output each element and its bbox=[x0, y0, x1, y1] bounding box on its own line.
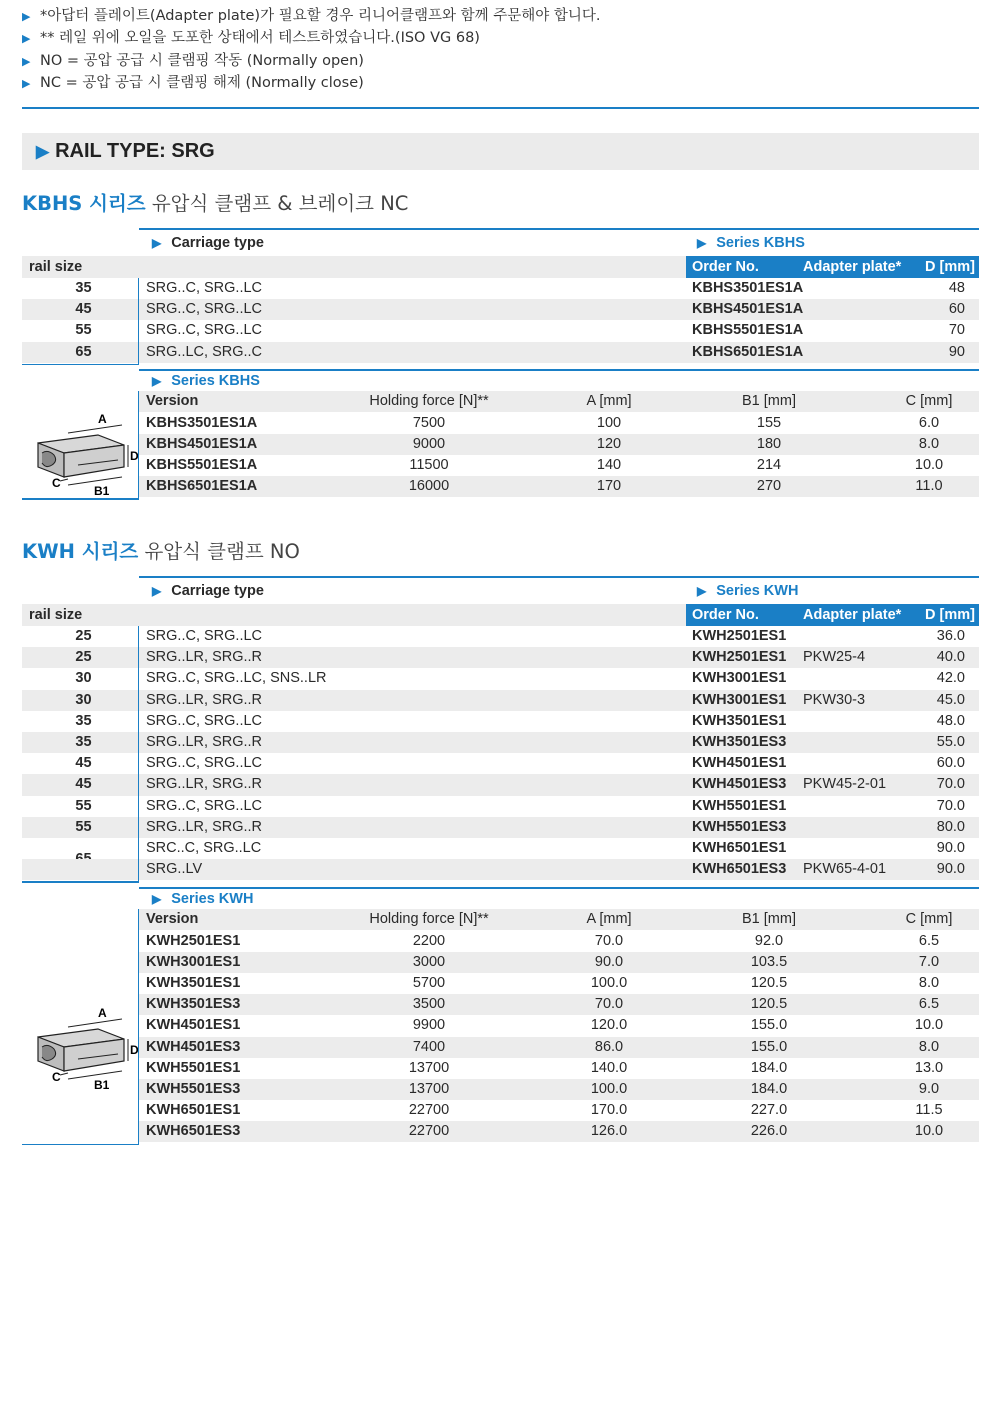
spec-cell: 120.5 bbox=[750, 974, 788, 991]
note-item: ▶ ** 레일 위에 오일을 도포한 상태에서 테스트하였습니다.(ISO VG 68) bbox=[22, 27, 979, 49]
spec-header-cell: C [mm] bbox=[905, 393, 953, 409]
spec-row bbox=[139, 455, 979, 476]
rail-size-cell: 30 bbox=[75, 691, 92, 708]
table-bottom-rule bbox=[22, 881, 139, 883]
spec-cell: 120.0 bbox=[590, 1017, 628, 1034]
spec-row bbox=[139, 413, 979, 434]
spec-cell: 16000 bbox=[408, 478, 450, 495]
spec-cell: 100.0 bbox=[590, 974, 628, 991]
rail-size-cell: 35 bbox=[75, 712, 92, 729]
left-column-rule bbox=[22, 278, 139, 365]
spec-series-header bbox=[152, 887, 253, 911]
table-row bbox=[22, 753, 979, 774]
spec-cell: 92.0 bbox=[754, 932, 784, 949]
carriage-cell: SRG..C, SRG..LC bbox=[146, 322, 263, 339]
series-label: Series KWH bbox=[716, 583, 799, 599]
table-bottom-rule bbox=[22, 364, 139, 366]
kbhs-order-table bbox=[22, 228, 979, 365]
spec-row bbox=[139, 994, 979, 1015]
triangle-bullet-icon: ▶ bbox=[22, 10, 31, 23]
d-value-cell: 70.0 bbox=[936, 797, 965, 814]
triangle-bullet-icon: ▶ bbox=[22, 77, 31, 91]
carriage-cell: SRG..LR, SRG..R bbox=[146, 734, 263, 750]
table-row bbox=[22, 817, 979, 838]
spec-cell: 3000 bbox=[412, 953, 446, 970]
adapter-plate-cell: PKW30-3 bbox=[803, 691, 866, 708]
d-value-cell: 90.0 bbox=[936, 840, 965, 856]
d-value-cell: 40.0 bbox=[936, 649, 965, 666]
table-top-rule bbox=[139, 228, 979, 230]
order-no-cell: KWH3501ES3 bbox=[692, 734, 787, 750]
spec-cell: 120 bbox=[596, 435, 622, 452]
spec-header-cell: A [mm] bbox=[586, 393, 632, 409]
spec-cell: 120.5 bbox=[750, 996, 788, 1013]
spec-header-cell: B1 [mm] bbox=[742, 393, 796, 409]
clamp-dimension-diagram bbox=[28, 405, 138, 495]
diagram-label-c: C bbox=[52, 476, 61, 490]
spec-cell: KBHS5501ES1A bbox=[146, 456, 258, 473]
clamp-dimension-diagram bbox=[28, 999, 138, 1089]
table-row bbox=[22, 278, 979, 299]
rail-size-cell: 25 bbox=[75, 649, 92, 666]
spec-header-cell: Holding force [N]** bbox=[369, 393, 489, 409]
carriage-cell: SRG..C, SRG..LC bbox=[146, 797, 263, 814]
rail-size-cell: 45 bbox=[75, 776, 92, 793]
spec-row bbox=[139, 1015, 979, 1036]
spec-cell: 155.0 bbox=[750, 1017, 788, 1034]
carriage-cell: SRG..LR, SRG..R bbox=[146, 649, 263, 666]
spec-cell: 6.5 bbox=[918, 996, 940, 1013]
spec-row bbox=[139, 952, 979, 973]
carriage-cell: SRG..C, SRG..LC bbox=[146, 301, 263, 318]
spec-cell: KBHS6501ES1A bbox=[146, 478, 258, 495]
d-value-cell: 55.0 bbox=[936, 734, 965, 750]
carriage-cell: SRG..LR, SRG..R bbox=[146, 691, 263, 708]
table-row bbox=[22, 859, 979, 880]
kbhs-spec-table bbox=[22, 369, 979, 502]
carriage-type-header bbox=[152, 231, 264, 255]
carriage-cell: SRG..C, SRG..LC bbox=[146, 755, 263, 772]
note-item: ▶ NC = 공압 공급 시 클램핑 해제 (Normally close) bbox=[22, 72, 979, 94]
spec-row bbox=[139, 1058, 979, 1079]
rail-size-cell: 35 bbox=[75, 280, 92, 296]
spec-cell: 13700 bbox=[408, 1080, 450, 1097]
diagram-wrap bbox=[28, 999, 138, 1093]
spec-header-cell: C [mm] bbox=[905, 911, 953, 927]
d-value-cell: 36.0 bbox=[936, 628, 965, 644]
d-value-cell: 42.0 bbox=[936, 670, 965, 687]
spec-header-cell: A [mm] bbox=[586, 911, 632, 927]
adapter-plate-cell: PKW45-2-01 bbox=[803, 776, 887, 793]
spec-row bbox=[139, 1121, 979, 1142]
kwh-order-table bbox=[22, 576, 979, 883]
spec-cell: 100 bbox=[596, 414, 622, 431]
diagram-label-c: C bbox=[52, 1070, 61, 1084]
carriage-cell: SRG..C, SRG..LC, SNS..LR bbox=[146, 670, 327, 687]
table-row bbox=[22, 299, 979, 320]
triangle-bullet-icon: ▶ bbox=[152, 236, 162, 250]
d-value-cell: 80.0 bbox=[936, 818, 965, 835]
rail-size-label: rail size bbox=[29, 607, 83, 623]
diagram-label-b1: B1 bbox=[94, 484, 110, 495]
spec-cell: 70.0 bbox=[594, 932, 624, 949]
triangle-bullet-icon: ▶ bbox=[152, 374, 162, 388]
notes-list bbox=[22, 5, 979, 95]
d-value-cell: 90 bbox=[948, 343, 965, 360]
spec-cell: KWH5501ES1 bbox=[146, 1059, 241, 1076]
spec-cell: 11.0 bbox=[915, 478, 943, 495]
rail-size-cell: 55 bbox=[75, 818, 92, 835]
order-no-cell: KBHS5501ES1A bbox=[692, 322, 804, 339]
carriage-cell: SRG..C, SRG..LC bbox=[146, 712, 263, 729]
rail-size-cell: 55 bbox=[75, 322, 92, 339]
spec-row bbox=[139, 434, 979, 455]
spec-cell: 9000 bbox=[412, 435, 446, 452]
order-no-cell: KWH4501ES3 bbox=[692, 776, 787, 793]
table-row bbox=[22, 796, 979, 817]
spec-cell: 184.0 bbox=[750, 1080, 788, 1097]
spec-cell: 7500 bbox=[412, 414, 446, 431]
order-no-header: Order No. bbox=[692, 607, 759, 623]
table-row bbox=[22, 711, 979, 732]
order-no-cell: KWH3001ES1 bbox=[692, 670, 787, 687]
table-row bbox=[22, 647, 979, 668]
triangle-bullet-icon: ▶ bbox=[697, 584, 707, 598]
diagram-label-d: D bbox=[130, 449, 138, 463]
d-value-cell: 48 bbox=[948, 280, 965, 296]
d-header: D [mm] bbox=[925, 607, 975, 623]
d-value-cell: 70 bbox=[948, 322, 965, 339]
spec-cell: 7400 bbox=[412, 1038, 446, 1055]
rail-size-cell: 55 bbox=[75, 797, 92, 814]
spec-cell: KWH6501ES1 bbox=[146, 1102, 241, 1119]
order-no-cell: KBHS3501ES1A bbox=[692, 280, 804, 296]
triangle-bullet-icon: ▶ bbox=[22, 32, 31, 46]
spec-series-header bbox=[152, 369, 260, 393]
kwh-section-title: KWH 시리즈 유압식 클램프 NO bbox=[22, 540, 300, 563]
carriage-cell: SRG..C, SRG..LC bbox=[146, 280, 263, 296]
triangle-bullet-icon: ▶ bbox=[36, 142, 50, 161]
carriage-cell: SRG..C, SRG..LC bbox=[146, 628, 263, 644]
spec-cell: 11500 bbox=[409, 456, 449, 473]
spec-cell: 184.0 bbox=[750, 1059, 788, 1076]
rail-type-heading: ▶ RAIL TYPE: SRG bbox=[22, 133, 979, 170]
spec-header-row bbox=[139, 391, 979, 412]
carriage-type-header bbox=[152, 579, 264, 603]
spec-cell: KWH3501ES3 bbox=[146, 996, 241, 1013]
order-no-cell: KWH5501ES3 bbox=[692, 818, 787, 835]
adapter-plate-header: Adapter plate* bbox=[803, 259, 902, 275]
order-no-cell: KWH3001ES1 bbox=[692, 691, 787, 708]
adapter-plate-header: Adapter plate* bbox=[803, 607, 902, 623]
spec-cell: 6.5 bbox=[918, 932, 940, 949]
adapter-plate-cell: PKW25-4 bbox=[803, 649, 866, 666]
spec-header-cell: Version bbox=[146, 393, 199, 409]
triangle-bullet-icon: ▶ bbox=[697, 236, 707, 250]
series-header bbox=[697, 579, 798, 603]
order-no-cell: KWH2501ES1 bbox=[692, 649, 787, 666]
spec-header-cell: Version bbox=[146, 911, 199, 927]
triangle-bullet-icon: ▶ bbox=[152, 584, 162, 598]
spec-cell: 86.0 bbox=[594, 1038, 624, 1055]
spec-cell: 7.0 bbox=[918, 953, 940, 970]
table-row bbox=[22, 626, 979, 647]
triangle-bullet-icon: ▶ bbox=[152, 892, 162, 906]
left-column-rule bbox=[22, 626, 139, 882]
carriage-cell: SRG..LR, SRG..R bbox=[146, 776, 263, 793]
spec-cell: KWH4501ES1 bbox=[146, 1017, 241, 1034]
spec-cell: KBHS3501ES1A bbox=[146, 414, 258, 431]
carriage-cell: SRG..LR, SRG..R bbox=[146, 818, 263, 835]
spec-cell: 170.0 bbox=[590, 1102, 628, 1119]
adapter-plate-cell: PKW65-4-01 bbox=[803, 861, 887, 878]
rail-size-cell: 45 bbox=[75, 755, 92, 772]
spec-cell: 170 bbox=[596, 478, 622, 495]
spec-cell: 140 bbox=[596, 456, 622, 473]
spec-cell: 2200 bbox=[412, 932, 446, 949]
diagram-wrap bbox=[28, 405, 138, 499]
spec-cell: 13.0 bbox=[914, 1059, 944, 1076]
note-item: ▶ NO = 공압 공급 시 클램핑 작동 (Normally open) bbox=[22, 50, 979, 72]
spec-cell: 155 bbox=[756, 414, 782, 431]
spec-cell: KWH3001ES1 bbox=[146, 953, 241, 970]
carriage-cell: SRC..C, SRG..LC bbox=[146, 840, 262, 856]
diagram-label-a: A bbox=[98, 412, 107, 426]
d-value-cell: 45.0 bbox=[936, 691, 965, 708]
spec-cell: 11.5 bbox=[915, 1102, 943, 1119]
order-no-header: Order No. bbox=[692, 259, 759, 275]
triangle-bullet-icon: ▶ bbox=[22, 54, 31, 68]
order-no-cell: KBHS4501ES1A bbox=[692, 301, 804, 318]
spec-row bbox=[139, 1100, 979, 1121]
spec-cell: 140.0 bbox=[590, 1059, 628, 1076]
diagram-label-b1: B1 bbox=[94, 1078, 110, 1089]
note-item: ▶ *아답터 플레이트(Adapter plate)가 필요할 경우 리니어클램프와 함께 주문해야 합니다. bbox=[22, 5, 979, 27]
kbhs-section-title: KBHS 시리즈 유압식 클램프 & 브레이크 NC bbox=[22, 192, 409, 215]
order-no-cell: KWH6501ES3 bbox=[692, 861, 787, 878]
table-row bbox=[22, 774, 979, 795]
rail-size-label: rail size bbox=[29, 259, 83, 275]
spec-header-cell: Holding force [N]** bbox=[369, 911, 489, 927]
spec-cell: 8.0 bbox=[918, 1038, 940, 1055]
spec-header-row bbox=[139, 909, 979, 930]
spec-cell: 8.0 bbox=[918, 435, 940, 452]
spec-cell: 155.0 bbox=[750, 1038, 788, 1055]
diagram-label-a: A bbox=[98, 1006, 107, 1020]
kwh-spec-table bbox=[22, 887, 979, 1140]
carriage-type-label: Carriage type bbox=[171, 583, 264, 599]
spec-row bbox=[139, 931, 979, 952]
spec-cell: 6.0 bbox=[918, 414, 940, 431]
spec-row bbox=[139, 973, 979, 994]
spec-cell: 9.0 bbox=[918, 1080, 940, 1097]
order-header-bar bbox=[686, 604, 979, 626]
table-row bbox=[22, 342, 979, 363]
spec-row bbox=[139, 1079, 979, 1100]
spec-header-cell: B1 [mm] bbox=[742, 911, 796, 927]
table-row bbox=[22, 320, 979, 341]
spec-cell: 22700 bbox=[408, 1102, 450, 1119]
d-value-cell: 90.0 bbox=[936, 861, 965, 878]
order-no-cell: KWH2501ES1 bbox=[692, 628, 787, 644]
spec-cell: KWH5501ES3 bbox=[146, 1080, 241, 1097]
spec-cell: KWH4501ES3 bbox=[146, 1038, 241, 1055]
spec-cell: KWH6501ES3 bbox=[146, 1123, 241, 1140]
series-label: Series KBHS bbox=[716, 235, 805, 251]
divider bbox=[22, 107, 979, 109]
order-no-cell: KWH4501ES1 bbox=[692, 755, 787, 772]
spec-cell: 10.0 bbox=[914, 1017, 944, 1034]
spec-cell: KBHS4501ES1A bbox=[146, 435, 258, 452]
spec-cell: 100.0 bbox=[590, 1080, 628, 1097]
rail-size-cell: 25 bbox=[75, 628, 92, 644]
spec-cell: 270 bbox=[756, 478, 782, 495]
d-value-cell: 48.0 bbox=[936, 712, 965, 729]
spec-cell: 126.0 bbox=[590, 1123, 628, 1140]
spec-cell: 9900 bbox=[412, 1017, 446, 1034]
carriage-cell: SRG..LC, SRG..C bbox=[146, 343, 263, 360]
rail-size-cell: 45 bbox=[75, 301, 92, 318]
spec-cell: 22700 bbox=[408, 1123, 450, 1140]
spec-row bbox=[139, 476, 979, 497]
spec-cell: 8.0 bbox=[918, 974, 940, 991]
table-row bbox=[22, 690, 979, 711]
table-top-rule bbox=[139, 369, 979, 371]
series-header bbox=[697, 231, 805, 255]
d-value-cell: 60 bbox=[948, 301, 965, 318]
spec-cell: 10.0 bbox=[914, 456, 944, 473]
order-header-bar bbox=[686, 256, 979, 278]
spec-series-label: Series KWH bbox=[171, 891, 254, 907]
spec-cell: 13700 bbox=[408, 1059, 450, 1076]
order-no-cell: KWH5501ES1 bbox=[692, 797, 787, 814]
table-row bbox=[22, 668, 979, 689]
table-row bbox=[22, 732, 979, 753]
table-row bbox=[22, 838, 979, 859]
rail-size-cell: 35 bbox=[75, 734, 92, 750]
diagram-label-d: D bbox=[130, 1043, 138, 1057]
spec-cell: 10.0 bbox=[914, 1123, 944, 1140]
rail-size-cell: 65 bbox=[75, 343, 92, 360]
carriage-cell: SRG..LV bbox=[146, 861, 203, 878]
spec-row bbox=[139, 1037, 979, 1058]
spec-cell: 226.0 bbox=[750, 1123, 788, 1140]
spec-cell: KWH2501ES1 bbox=[146, 932, 241, 949]
rail-size-cell: 30 bbox=[75, 670, 92, 687]
spec-cell: 5700 bbox=[412, 974, 446, 991]
table-top-rule bbox=[139, 576, 979, 578]
spec-series-label: Series KBHS bbox=[171, 373, 260, 389]
d-header: D [mm] bbox=[925, 259, 975, 275]
order-no-cell: KBHS6501ES1A bbox=[692, 343, 804, 360]
spec-cell: 180 bbox=[756, 435, 782, 452]
d-value-cell: 60.0 bbox=[936, 755, 965, 772]
spec-cell: 70.0 bbox=[594, 996, 624, 1013]
order-no-cell: KWH3501ES1 bbox=[692, 712, 787, 729]
spec-cell: 90.0 bbox=[594, 953, 624, 970]
table-top-rule bbox=[139, 887, 979, 889]
d-value-cell: 70.0 bbox=[936, 776, 965, 793]
spec-cell: 227.0 bbox=[750, 1102, 788, 1119]
spec-cell: 103.5 bbox=[750, 953, 788, 970]
carriage-type-label: Carriage type bbox=[171, 235, 264, 251]
order-no-cell: KWH6501ES1 bbox=[692, 840, 787, 856]
spec-cell: 214 bbox=[756, 456, 782, 473]
spec-cell: KWH3501ES1 bbox=[146, 974, 241, 991]
table-bottom-rule bbox=[22, 1144, 139, 1146]
spec-cell: 3500 bbox=[412, 996, 446, 1013]
